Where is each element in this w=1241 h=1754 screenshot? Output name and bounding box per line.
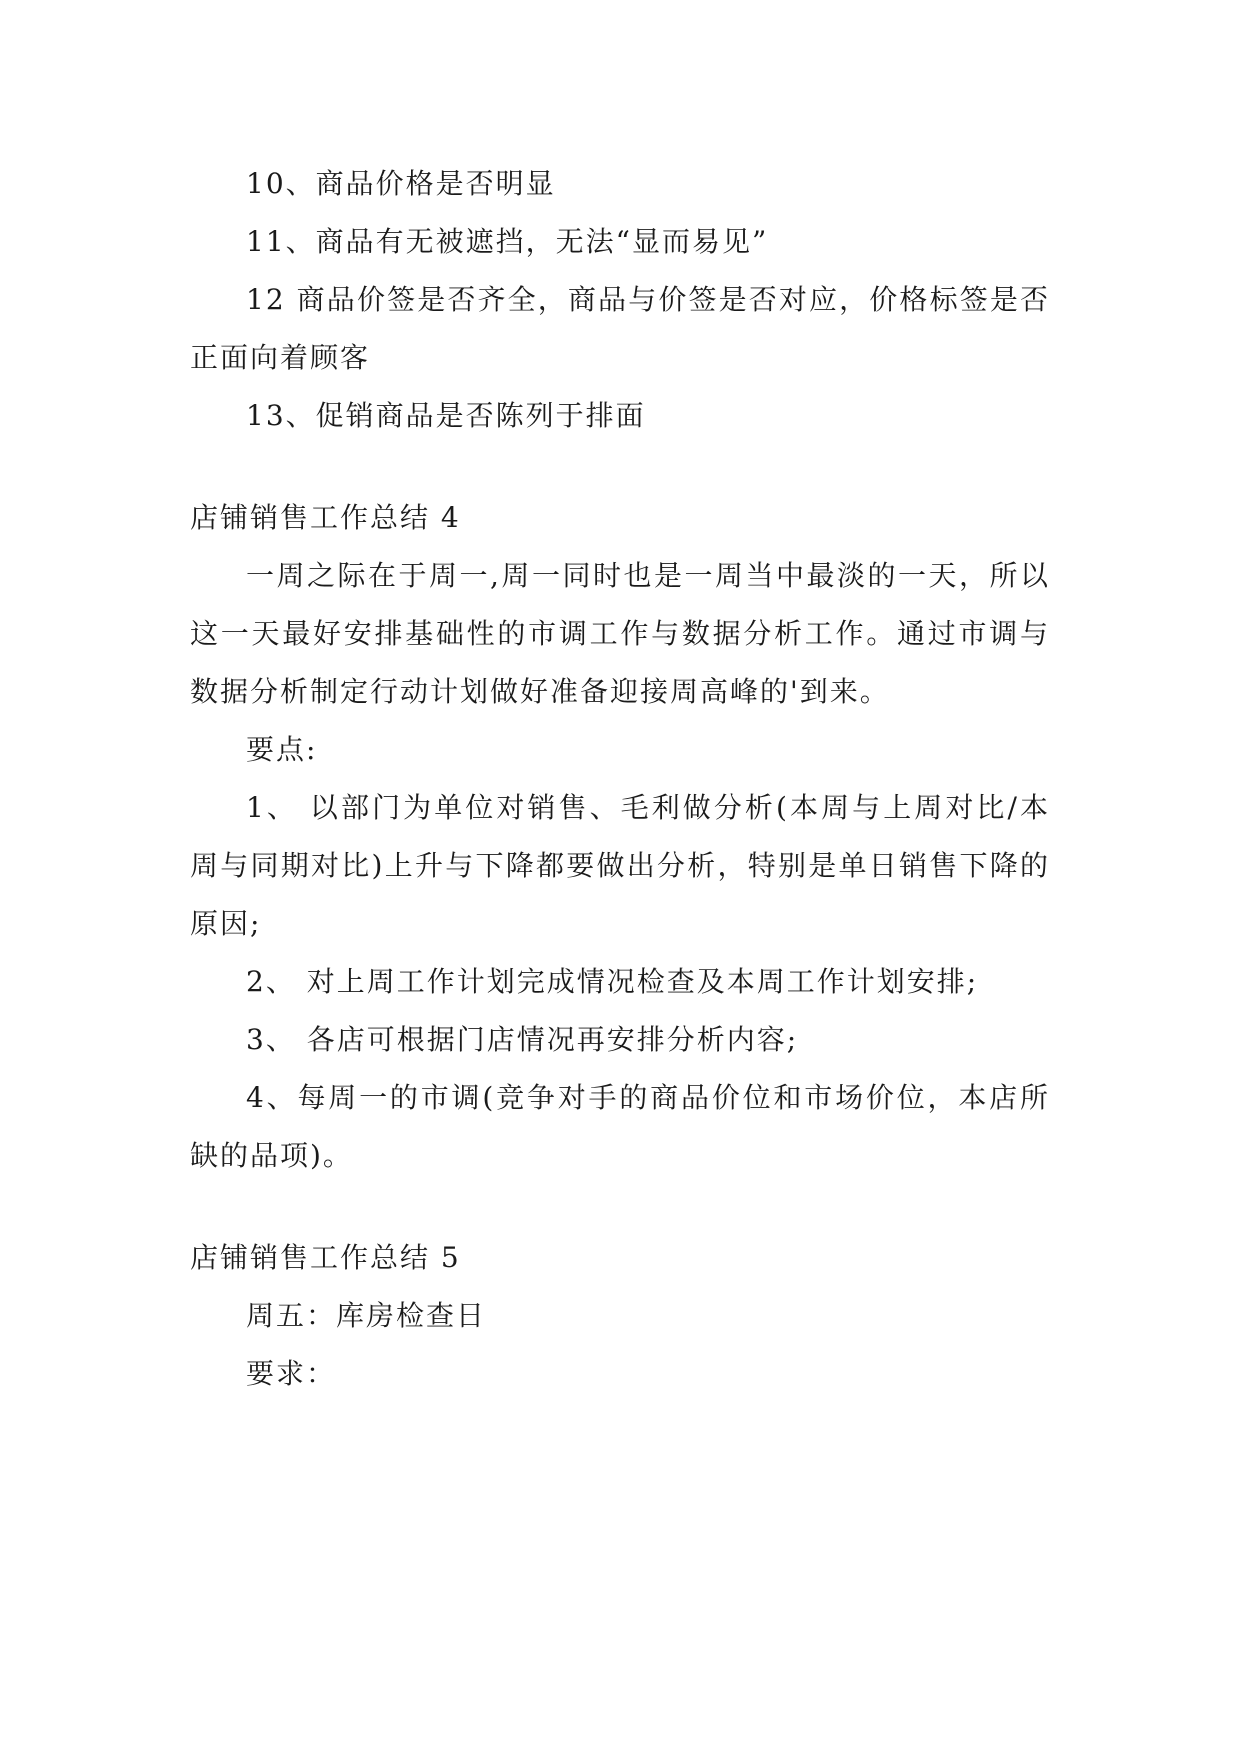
document-body — [190, 155, 1050, 1403]
list-item-12: 12 商品价签是否齐全，商品与价签是否对应，价格标签是否正面向着顾客 — [190, 283, 1050, 374]
list-item-13: 13、促销商品是否陈列于排面 — [246, 399, 646, 432]
point-item-3: 3、 各店可根据门店情况再安排分析内容; — [246, 1023, 799, 1056]
section-heading-5: 店铺销售工作总结 5 — [190, 1241, 461, 1274]
points-label: 要点: — [246, 733, 318, 766]
section-4-intro: 一周之际在于周一,周一同时也是一周当中最淡的一天，所以这一天最好安排基础性的市调工作与数据分析工作。通过市调与数据分析制定行动计划做好准备迎接周高峰的'到来。 — [190, 559, 1050, 708]
section-heading-4: 店铺销售工作总结 4 — [190, 501, 461, 534]
list-item-10: 10、商品价格是否明显 — [246, 167, 556, 200]
point-item-2: 2、 对上周工作计划完成情况检查及本周工作计划安排; — [246, 965, 979, 998]
section-5-line-1: 周五：库房检查日 — [246, 1299, 487, 1332]
section-5-line-2: 要求： — [246, 1357, 337, 1390]
list-item-11: 11、商品有无被遮挡，无法“显而易见” — [246, 225, 769, 258]
point-item-4: 4、每周一的市调(竞争对手的商品价位和市场价位，本店所缺的品项)。 — [190, 1081, 1050, 1172]
point-item-1: 1、 以部门为单位对销售、毛利做分析(本周与上周对比/本周与同期对比)上升与下降都要做出分析，特别是单日销售下降的原因; — [190, 791, 1050, 940]
